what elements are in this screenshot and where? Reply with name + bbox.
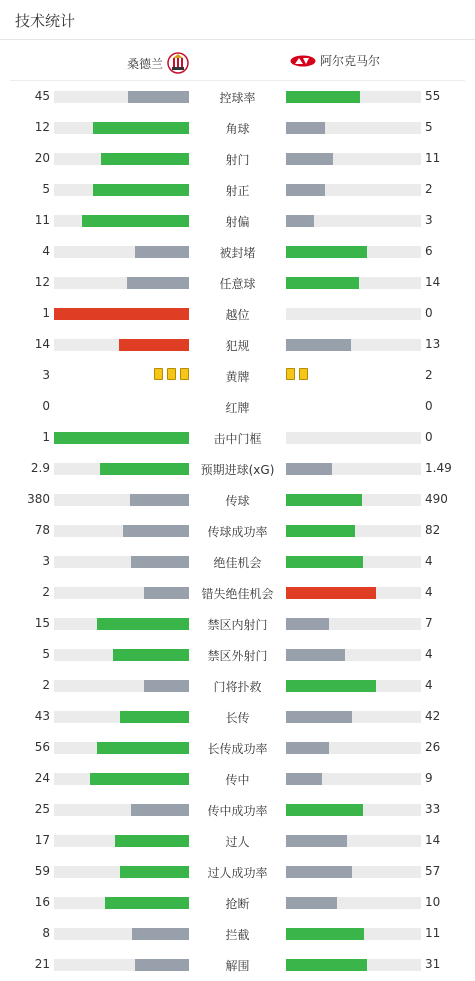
away-bar-fill — [286, 122, 325, 134]
away-value: 14 — [425, 833, 441, 847]
home-bar-track — [54, 525, 189, 537]
away-bar-fill — [286, 277, 359, 289]
away-value: 0 — [425, 306, 433, 320]
away-value: 42 — [425, 709, 441, 723]
away-value: 13 — [425, 337, 441, 351]
home-value: 1 — [42, 430, 50, 444]
stat-row — [0, 329, 475, 360]
away-team[interactable] — [290, 52, 380, 69]
stat-row — [0, 794, 475, 825]
home-bar-fill — [54, 308, 189, 320]
home-value: 25 — [34, 802, 50, 816]
stat-row — [0, 360, 475, 391]
stat-label: 传球成功率 — [207, 525, 268, 539]
away-bar-track — [286, 835, 421, 847]
away-bar-fill — [286, 246, 367, 258]
stat-row — [0, 670, 475, 701]
away-bar-track — [286, 91, 421, 103]
home-value: 16 — [34, 895, 50, 909]
away-bar-track — [286, 773, 421, 785]
home-bar-fill — [105, 897, 189, 909]
home-value: 15 — [34, 616, 50, 630]
away-value: 1.49 — [425, 461, 452, 475]
stat-row — [0, 701, 475, 732]
stat-row — [0, 918, 475, 949]
away-bar-track — [286, 556, 421, 568]
home-value: 14 — [34, 337, 50, 351]
away-bar-fill — [286, 680, 376, 692]
stat-label: 击中门框 — [213, 432, 262, 446]
away-team-name: 阿尔克马尔 — [320, 54, 381, 68]
away-bar-fill — [286, 804, 363, 816]
away-bar-track — [286, 897, 421, 909]
yellow-card-icon — [299, 368, 308, 380]
away-bar-fill — [286, 184, 325, 196]
away-bar-track — [286, 525, 421, 537]
home-bar-track — [54, 463, 189, 475]
home-team[interactable] — [127, 52, 189, 74]
home-bar-track — [54, 494, 189, 506]
stat-row — [0, 732, 475, 763]
away-bar-fill — [286, 742, 329, 754]
home-bar-fill — [97, 742, 189, 754]
away-bar-track — [286, 246, 421, 258]
stat-label: 传球 — [225, 494, 250, 508]
home-bar-fill — [93, 122, 189, 134]
home-bar-fill — [90, 773, 189, 785]
away-bar-fill — [286, 773, 322, 785]
home-team-name: 桑德兰 — [126, 56, 163, 71]
home-value: 12 — [34, 275, 50, 289]
home-yellow-cards — [154, 368, 189, 380]
home-value: 11 — [34, 213, 50, 227]
away-bar-fill — [286, 215, 314, 227]
away-value: 9 — [425, 771, 433, 785]
away-value: 4 — [425, 647, 433, 661]
home-value: 1 — [42, 306, 50, 320]
away-value: 4 — [425, 678, 433, 692]
home-bar-track — [54, 649, 189, 661]
home-bar-track — [54, 556, 189, 568]
stat-label: 传中成功率 — [207, 804, 268, 818]
stat-row — [0, 639, 475, 670]
away-bar-fill — [286, 711, 352, 723]
away-value: 14 — [425, 275, 441, 289]
home-value: 3 — [42, 368, 50, 382]
stat-label: 长传 — [225, 711, 250, 725]
away-bar-track — [286, 711, 421, 723]
home-bar-fill — [97, 618, 189, 630]
home-value: 5 — [42, 647, 50, 661]
home-bar-track — [54, 339, 189, 351]
away-bar-track — [286, 184, 421, 196]
home-bar-track — [54, 711, 189, 723]
stat-label: 射门 — [225, 153, 250, 167]
away-bar-fill — [286, 91, 360, 103]
home-value: 56 — [34, 740, 50, 754]
stat-label: 过人成功率 — [207, 866, 268, 880]
stat-label: 犯规 — [225, 339, 250, 353]
home-value: 2.9 — [30, 461, 50, 475]
away-bar-track — [286, 432, 421, 444]
stat-label: 角球 — [225, 122, 250, 136]
stat-label: 错失绝佳机会 — [201, 587, 274, 601]
yellow-card-icon — [154, 368, 163, 380]
home-bar-track — [54, 122, 189, 134]
stat-row — [0, 825, 475, 856]
yellow-card-icon — [180, 368, 189, 380]
away-bar-track — [286, 277, 421, 289]
stat-label: 绝佳机会 — [213, 556, 262, 570]
home-bar-fill — [131, 804, 189, 816]
home-bar-track — [54, 277, 189, 289]
away-value: 2 — [425, 182, 433, 196]
stat-row — [0, 856, 475, 887]
home-bar-track — [54, 680, 189, 692]
stat-row — [0, 515, 475, 546]
home-value: 2 — [42, 678, 50, 692]
home-bar-fill — [131, 556, 189, 568]
away-bar-track — [286, 308, 421, 320]
away-bar-fill — [286, 897, 337, 909]
stat-label: 拦截 — [225, 928, 250, 942]
away-value: 11 — [425, 151, 441, 165]
stat-label: 解围 — [225, 959, 250, 973]
home-bar-fill — [123, 525, 189, 537]
away-bar-track — [286, 215, 421, 227]
away-bar-fill — [286, 587, 376, 599]
page-header — [0, 0, 475, 40]
away-team-crest-icon — [290, 55, 316, 67]
away-bar-track — [286, 153, 421, 165]
home-bar-track — [54, 804, 189, 816]
away-value: 0 — [425, 430, 433, 444]
stat-row — [0, 422, 475, 453]
away-value: 31 — [425, 957, 441, 971]
stat-label: 禁区内射门 — [207, 618, 268, 632]
stat-row — [0, 887, 475, 918]
stat-row — [0, 763, 475, 794]
stat-label: 任意球 — [219, 277, 256, 291]
away-bar-fill — [286, 525, 355, 537]
home-value: 12 — [34, 120, 50, 134]
away-bar-fill — [286, 153, 333, 165]
stat-row — [0, 81, 475, 112]
away-value: 4 — [425, 554, 433, 568]
yellow-card-icon — [286, 368, 295, 380]
home-value: 78 — [34, 523, 50, 537]
stat-row — [0, 484, 475, 515]
stat-row — [0, 546, 475, 577]
home-value: 3 — [42, 554, 50, 568]
stat-row — [0, 143, 475, 174]
away-value: 0 — [425, 399, 433, 413]
away-value: 26 — [425, 740, 441, 754]
away-bar-fill — [286, 928, 364, 940]
stat-row — [0, 608, 475, 639]
away-bar-track — [286, 122, 421, 134]
stat-label: 黄牌 — [225, 370, 250, 384]
home-bar-track — [54, 866, 189, 878]
home-bar-track — [54, 959, 189, 971]
home-bar-fill — [130, 494, 189, 506]
stat-label: 射偏 — [225, 215, 250, 229]
away-bar-track — [286, 804, 421, 816]
home-value: 43 — [34, 709, 50, 723]
away-bar-track — [286, 587, 421, 599]
stat-label: 预期进球(xG) — [200, 463, 275, 477]
away-bar-track — [286, 649, 421, 661]
home-bar-fill — [144, 680, 189, 692]
away-value: 4 — [425, 585, 433, 599]
away-bar-track — [286, 618, 421, 630]
stat-label: 红牌 — [225, 401, 250, 415]
away-bar-fill — [286, 339, 351, 351]
away-value: 10 — [425, 895, 441, 909]
stat-label: 门将扑救 — [213, 680, 262, 694]
home-bar-fill — [119, 339, 189, 351]
away-bar-track — [286, 463, 421, 475]
home-bar-fill — [120, 866, 189, 878]
home-value: 59 — [34, 864, 50, 878]
away-bar-track — [286, 339, 421, 351]
stat-label: 被封堵 — [219, 246, 256, 260]
away-bar-fill — [286, 494, 362, 506]
home-value: 8 — [42, 926, 50, 940]
stat-label: 越位 — [225, 308, 250, 322]
home-bar-fill — [132, 928, 189, 940]
home-bar-track — [54, 587, 189, 599]
away-yellow-cards — [286, 368, 308, 380]
home-bar-track — [54, 91, 189, 103]
stat-row — [0, 391, 475, 422]
home-bar-track — [54, 742, 189, 754]
home-bar-fill — [127, 277, 189, 289]
stat-row — [0, 236, 475, 267]
home-bar-fill — [93, 184, 189, 196]
stats-list — [0, 81, 475, 980]
away-bar-track — [286, 742, 421, 754]
home-value: 17 — [34, 833, 50, 847]
home-bar-fill — [135, 246, 189, 258]
away-value: 2 — [425, 368, 433, 382]
stat-row — [0, 453, 475, 484]
away-bar-fill — [286, 463, 332, 475]
home-bar-fill — [115, 835, 189, 847]
home-bar-track — [54, 773, 189, 785]
stat-label: 长传成功率 — [207, 742, 268, 756]
away-bar-fill — [286, 618, 329, 630]
home-value: 0 — [42, 399, 50, 413]
home-value: 380 — [27, 492, 50, 506]
away-bar-track — [286, 928, 421, 940]
page-title: 技术统计 — [15, 12, 76, 30]
away-bar-fill — [286, 649, 345, 661]
away-value: 33 — [425, 802, 441, 816]
home-bar-fill — [113, 649, 189, 661]
home-bar-track — [54, 153, 189, 165]
stat-label: 过人 — [225, 835, 250, 849]
stat-row — [0, 577, 475, 608]
stat-row — [0, 949, 475, 980]
teams-header — [10, 40, 465, 81]
away-value: 490 — [425, 492, 448, 506]
home-bar-fill — [144, 587, 189, 599]
stat-label: 控球率 — [219, 91, 256, 105]
yellow-card-icon — [167, 368, 176, 380]
home-bar-track — [54, 184, 189, 196]
away-value: 5 — [425, 120, 433, 134]
home-bar-track — [54, 835, 189, 847]
stat-row — [0, 174, 475, 205]
home-bar-fill — [101, 153, 189, 165]
home-value: 5 — [42, 182, 50, 196]
home-bar-fill — [135, 959, 189, 971]
home-bar-fill — [82, 215, 189, 227]
away-value: 11 — [425, 926, 441, 940]
home-bar-track — [54, 308, 189, 320]
stat-label: 传中 — [225, 773, 250, 787]
stat-row — [0, 298, 475, 329]
away-bar-fill — [286, 959, 367, 971]
home-bar-track — [54, 618, 189, 630]
home-value: 20 — [34, 151, 50, 165]
stat-row — [0, 267, 475, 298]
home-value: 2 — [42, 585, 50, 599]
away-bar-fill — [286, 556, 363, 568]
away-value: 55 — [425, 89, 441, 103]
away-value: 6 — [425, 244, 433, 258]
home-value: 24 — [34, 771, 50, 785]
away-value: 82 — [425, 523, 441, 537]
away-bar-track — [286, 866, 421, 878]
away-value: 57 — [425, 864, 441, 878]
home-bar-fill — [120, 711, 189, 723]
stat-label: 射正 — [225, 184, 250, 198]
away-bar-fill — [286, 866, 352, 878]
home-bar-track — [54, 215, 189, 227]
home-bar-fill — [54, 432, 189, 444]
home-bar-track — [54, 897, 189, 909]
away-bar-track — [286, 959, 421, 971]
home-bar-track — [54, 928, 189, 940]
stat-label: 抢断 — [225, 897, 250, 911]
home-team-crest-icon — [167, 52, 189, 74]
away-bar-track — [286, 494, 421, 506]
stat-label: 禁区外射门 — [207, 649, 268, 663]
stat-row — [0, 112, 475, 143]
home-bar-track — [54, 246, 189, 258]
home-bar-fill — [128, 91, 189, 103]
stat-row — [0, 205, 475, 236]
home-value: 21 — [34, 957, 50, 971]
home-value: 4 — [42, 244, 50, 258]
home-bar-track — [54, 432, 189, 444]
away-value: 7 — [425, 616, 433, 630]
home-bar-fill — [100, 463, 189, 475]
away-bar-fill — [286, 835, 347, 847]
away-bar-track — [286, 680, 421, 692]
away-value: 3 — [425, 213, 433, 227]
home-value: 45 — [34, 89, 50, 103]
